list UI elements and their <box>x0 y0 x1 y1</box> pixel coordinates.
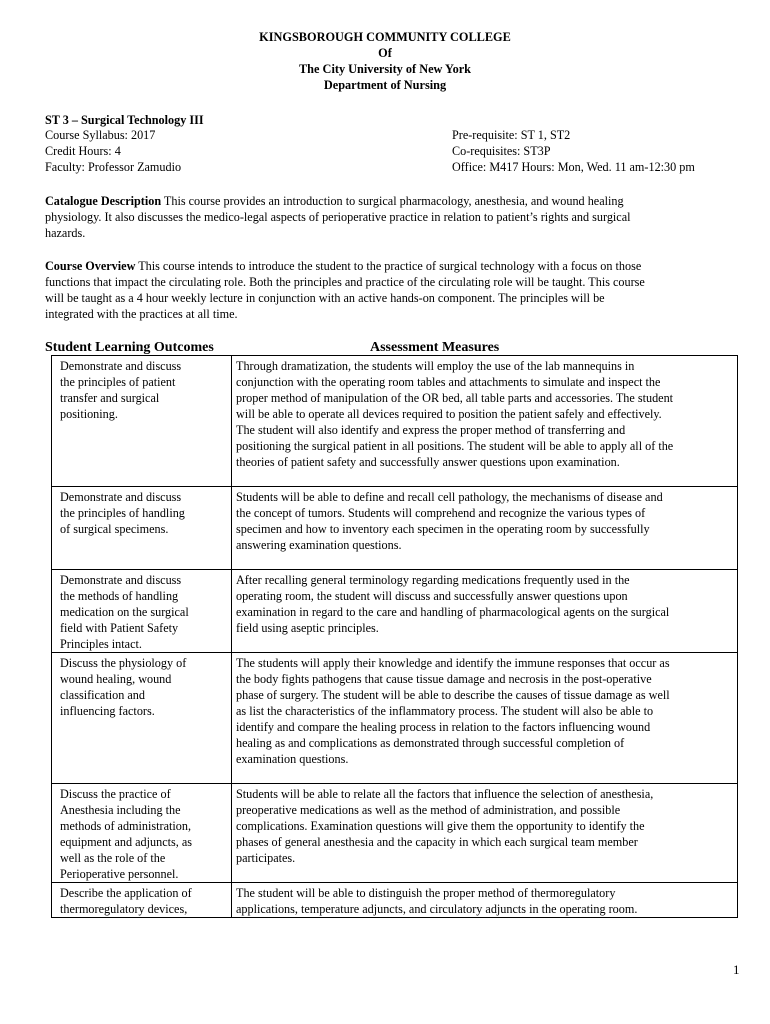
corequisites: Co-requisites: ST3P <box>452 144 551 158</box>
assessment-line: as list the characteristics of the inflammatory process. The student will also be able to <box>236 704 654 718</box>
assessment-line: Through dramatization, the students will employ the use of the lab mannequins in <box>236 359 635 373</box>
outcome-line: thermoregulatory devices, <box>60 902 188 916</box>
faculty: Faculty: Professor Zamudio <box>45 160 182 174</box>
course-syllabus-year: Course Syllabus: 2017 <box>45 128 156 142</box>
assessment-line: After recalling general terminology regarding medications frequently used in the <box>236 573 630 587</box>
assessment-line: preoperative medications as well as the method of administration, and possible <box>236 803 621 817</box>
catalogue-line: physiology. It also discusses the medico-legal aspects of perioperative practice in relation to patient’s rights and surgical <box>45 210 631 224</box>
office-hours: Office: M417 Hours: Mon, Wed. 11 am-12:30 pm <box>452 160 695 174</box>
outcome-line: the principles of handling <box>60 506 185 520</box>
assessment-line: phase of surgery. The student will be able to describe the causes of tissue damage as well <box>236 688 670 702</box>
outcome-line: wound healing, wound <box>60 672 172 686</box>
assessment-line: participates. <box>236 851 296 865</box>
outcomes-table-body <box>52 356 738 918</box>
university-name: The City University of New York <box>298 62 472 76</box>
outcome-cell <box>52 784 232 883</box>
outcome-line: classification and <box>60 688 145 702</box>
assessment-line: conjunction with the operating room tables and attachments to simulate and inspect the <box>236 375 661 389</box>
outcome-line: Demonstrate and discuss <box>60 490 182 504</box>
table-row <box>52 784 738 883</box>
catalogue-line: hazards. <box>45 226 86 240</box>
assessment-line: specimen and how to inventory each specimen in the operating room by successfully <box>236 522 650 536</box>
page-number: 1 <box>733 962 740 977</box>
assessment-line: identify and compare the healing process in relation to the factors influencing wound <box>236 720 651 734</box>
outcome-line: field with Patient Safety <box>60 621 179 635</box>
assessment-line: healing as and complications as demonstrated through successful completion of <box>236 736 625 750</box>
course-title: ST 3 – Surgical Technology III <box>45 113 204 127</box>
overview-line: functions that impact the circulating role. Both the principles and practice of the circulating role will be taught. This course <box>45 275 645 289</box>
outcome-line: of surgical specimens. <box>60 522 169 536</box>
assessment-line: phases of general anesthesia and the capacity in which each surgical team member <box>236 835 638 849</box>
overview-label: Course Overview <box>45 259 136 273</box>
cell-spacer <box>236 636 733 652</box>
assessment-line: the body fights pathogens that cause tissue damage and necrosis in the post-operative <box>236 672 652 686</box>
outcome-line: Demonstrate and discuss <box>60 573 182 587</box>
outcome-line: Principles intact. <box>60 637 142 651</box>
table-row <box>52 883 738 918</box>
table-row <box>52 356 738 487</box>
course-info-left <box>45 127 181 175</box>
outcome-line: Perioperative personnel. <box>60 867 179 881</box>
table-row <box>52 487 738 570</box>
assessment-cell <box>232 883 738 918</box>
outcome-cell <box>52 570 232 653</box>
assessment-line: The students will apply their knowledge and identify the immune responses that occur as <box>236 656 670 670</box>
outcome-cell <box>52 653 232 784</box>
cell-spacer <box>236 553 733 569</box>
assessment-cell <box>232 784 738 883</box>
assessment-line: will be able to operate all devices required to position the patient safely and effectively. <box>236 407 662 421</box>
outcome-line: Discuss the physiology of <box>60 656 187 670</box>
outcome-cell <box>52 883 232 918</box>
prerequisite: Pre-requisite: ST 1, ST2 <box>452 128 571 142</box>
college-name: KINGSBOROUGH COMMUNITY COLLEGE <box>259 30 511 44</box>
assessment-line: answering examination questions. <box>236 538 402 552</box>
assessment-line: applications, temperature adjuncts, and circulatory adjuncts in the operating room. <box>236 902 638 916</box>
overview-line: integrated with the practices at all time. <box>45 307 238 321</box>
table-row <box>52 653 738 784</box>
assessment-cell <box>232 570 738 653</box>
assessment-heading: Assessment Measures <box>370 340 500 355</box>
cell-spacer <box>236 767 733 783</box>
table-row <box>52 570 738 653</box>
course-overview <box>45 258 735 322</box>
outcome-line: transfer and surgical <box>60 391 160 405</box>
assessment-line: complications. Examination questions will give them the opportunity to identify the <box>236 819 645 833</box>
assessment-line: positioning the surgical patient in all positions. The student will be able to apply all of the <box>236 439 674 453</box>
outcome-line: the methods of handling <box>60 589 179 603</box>
assessment-line: examination questions. <box>236 752 349 766</box>
assessment-line: operating room, the student will discuss and successfully answer questions upon <box>236 589 628 603</box>
outcome-cell <box>52 487 232 570</box>
outcome-line: the principles of patient <box>60 375 176 389</box>
outcome-cell <box>52 356 232 487</box>
department-name: Department of Nursing <box>323 78 447 92</box>
cell-spacer <box>236 866 733 882</box>
assessment-cell <box>232 653 738 784</box>
catalogue-line: This course provides an introduction to surgical pharmacology, anesthesia, and wound healing <box>161 194 624 208</box>
outcome-line: Anesthesia including the <box>60 803 181 817</box>
outcome-line: Demonstrate and discuss <box>60 359 182 373</box>
outcome-line: Discuss the practice of <box>60 787 171 801</box>
catalogue-label: Catalogue Description <box>45 194 162 208</box>
overview-line: This course intends to introduce the student to the practice of surgical technology with a focus on those <box>135 259 642 273</box>
outcomes-heading: Student Learning Outcomes <box>45 340 214 355</box>
assessment-cell <box>232 487 738 570</box>
college-header <box>0 29 770 93</box>
course-info-right <box>452 127 695 175</box>
catalogue-description <box>45 193 735 241</box>
assessment-line: the concept of tumors. Students will comprehend and recognize the various types of <box>236 506 646 520</box>
outcome-line: influencing factors. <box>60 704 155 718</box>
outcome-line: methods of administration, <box>60 819 191 833</box>
cell-spacer <box>236 470 733 486</box>
header-of: Of <box>378 46 392 60</box>
outcome-line: equipment and adjuncts, as <box>60 835 192 849</box>
outcome-line: medication on the surgical <box>60 605 189 619</box>
outcome-line: positioning. <box>60 407 118 421</box>
assessment-line: The student will be able to distinguish the proper method of thermoregulatory <box>236 886 616 900</box>
assessment-line: The student will also identify and express the proper method of transferring and <box>236 423 626 437</box>
outcome-line: Describe the application of <box>60 886 192 900</box>
assessment-line: theories of patient safety and successfully answer questions upon examination. <box>236 455 620 469</box>
credit-hours: Credit Hours: 4 <box>45 144 121 158</box>
assessment-line: field using aseptic principles. <box>236 621 379 635</box>
outcomes-table <box>51 355 738 918</box>
assessment-line: examination in regard to the care and handling of pharmacological agents on the surgical <box>236 605 670 619</box>
assessment-line: Students will be able to define and recall cell pathology, the mechanisms of disease and <box>236 490 663 504</box>
assessment-line: Students will be able to relate all the factors that influence the selection of anesthesia, <box>236 787 654 801</box>
assessment-cell <box>232 356 738 487</box>
outcome-line: well as the role of the <box>60 851 166 865</box>
overview-line: will be taught as a 4 hour weekly lecture in conjunction with an active hands-on component. The principles will be <box>45 291 605 305</box>
assessment-line: proper method of manipulation of the OR bed, all table parts and accessories. The student <box>236 391 674 405</box>
